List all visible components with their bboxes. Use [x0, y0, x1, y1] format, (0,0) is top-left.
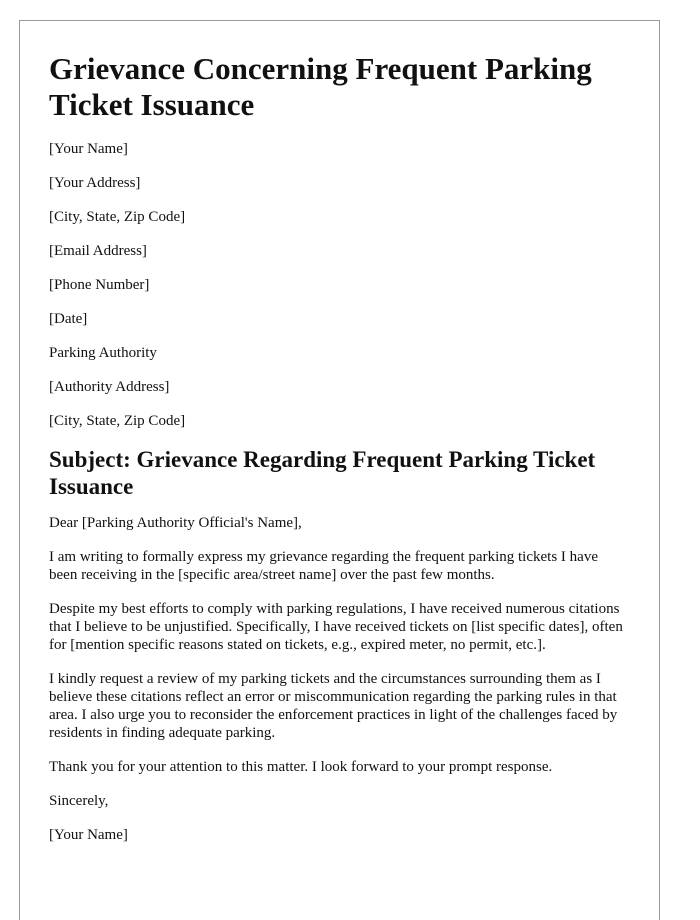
paragraph: I am writing to formally express my grievance regarding the frequent parking tickets I have been receiving in the [specific area/street name] over the past few months.: [49, 549, 598, 583]
closing: Sincerely,: [49, 793, 109, 809]
sender-email: [Email Address]: [49, 243, 147, 259]
sender-city-state-zip: [City, State, Zip Code]: [49, 209, 186, 225]
recipient-city-state-zip: [City, State, Zip Code]: [49, 413, 186, 429]
sender-address: [Your Address]: [49, 175, 141, 191]
letter-body: [49, 514, 630, 844]
recipient-name: Parking Authority: [49, 345, 157, 361]
paragraph: Despite my best efforts to comply with parking regulations, I have received numerous citations that I believe to be unjustified. Specifically, I have received tickets on [list specific dates], often for [mention specific reasons stated on tickets, e.g., expired meter, no permit, etc.].: [49, 601, 623, 653]
signature: [Your Name]: [49, 827, 128, 843]
salutation: Dear [Parking Authority Official's Name],: [49, 515, 302, 531]
letter-subject: Subject: Grievance Regarding Frequent Parking Ticket Issuance: [49, 447, 596, 499]
letter-title: Grievance Concerning Frequent Parking Ticket Issuance: [49, 51, 592, 122]
letter-date: [Date]: [49, 311, 88, 327]
address-block: [49, 140, 630, 430]
letter-page: [19, 20, 660, 920]
sender-name: [Your Name]: [49, 141, 128, 157]
paragraph: Thank you for your attention to this matter. I look forward to your prompt response.: [49, 759, 553, 775]
recipient-address: [Authority Address]: [49, 379, 170, 395]
sender-phone: [Phone Number]: [49, 277, 150, 293]
paragraph: I kindly request a review of my parking tickets and the circumstances surrounding them as I believe these citations reflect an error or miscommunication regarding the parking rules in that area. I also urge you to reconsider the enforcement practices in light of the challenges faced by residents in finding adequate parking.: [49, 671, 618, 741]
